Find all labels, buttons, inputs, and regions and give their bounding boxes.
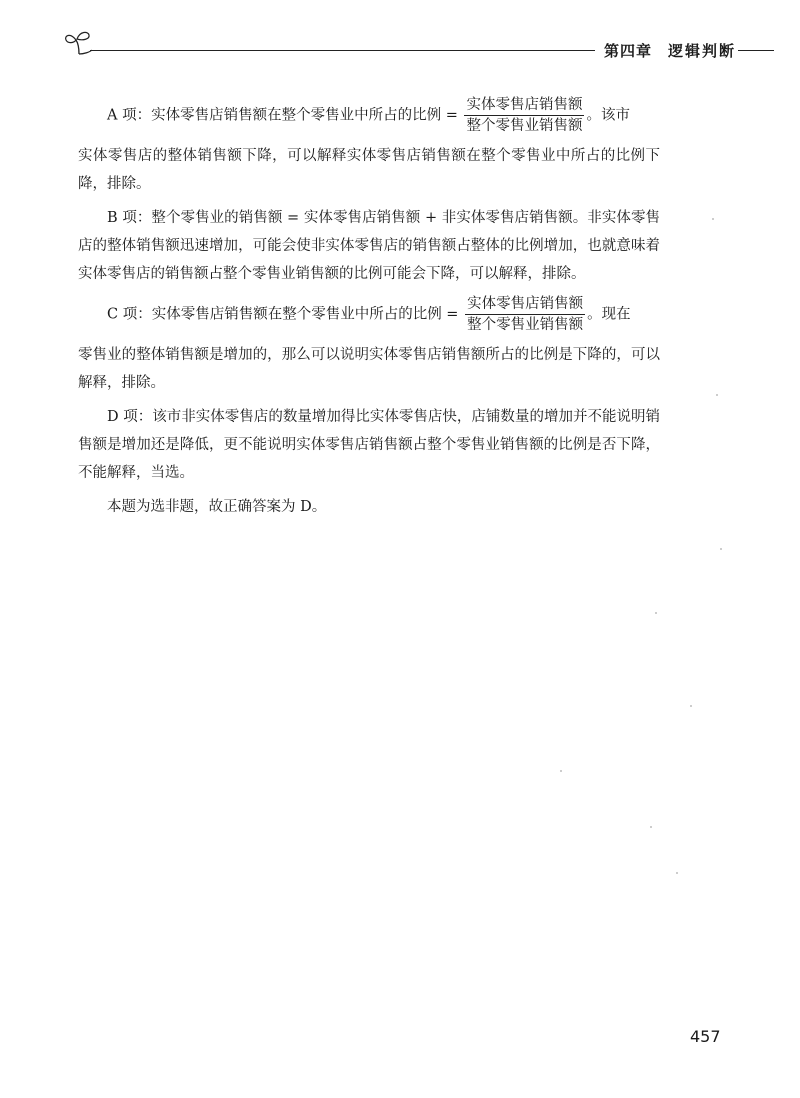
- scan-speck: [690, 705, 692, 707]
- scan-speck: [676, 872, 678, 874]
- scan-speck: [720, 548, 722, 550]
- section-title: 逻辑判断: [668, 42, 737, 60]
- option-a-numerator: 实体零售店销售额: [464, 95, 584, 116]
- option-a-suffix: 。该市: [586, 107, 630, 124]
- scan-speck: [716, 394, 718, 396]
- option-a-denominator: 整个零售业销售额: [466, 118, 583, 134]
- page-number: 457: [690, 1027, 721, 1046]
- sprout-logo-icon: [62, 28, 96, 56]
- header-rule-right: [738, 50, 774, 51]
- option-c-fraction: [465, 294, 585, 335]
- option-c-rest: 零售业的整体销售额是增加的，那么可以说明实体零售店销售额所占的比例是下降的，可以解释，排除。: [78, 347, 660, 391]
- option-c-suffix: 。现在: [587, 306, 631, 323]
- option-c-prefix: C 项：实体零售店销售额在整个零售业中所占的比例 =: [107, 306, 464, 323]
- header-rule-left: [90, 50, 595, 51]
- scan-speck: [650, 826, 652, 828]
- scan-speck: [712, 218, 714, 220]
- chapter-title: 第四章: [604, 42, 653, 60]
- option-c-denominator: 整个零售业销售额: [467, 317, 584, 333]
- scan-speck: [560, 770, 562, 772]
- option-c-paragraph: [78, 294, 660, 335]
- option-a-rest: 实体零售店的整体销售额下降，可以解释实体零售店销售额在整个零售业中所占的比例下降，排除。: [78, 148, 660, 192]
- conclusion-paragraph: 本题为选非题，故正确答案为 D。: [107, 499, 327, 515]
- option-a-paragraph: [78, 95, 660, 136]
- option-d-paragraph: D 项：该市非实体零售店的数量增加得比实体零售店快，店铺数量的增加并不能说明销售额是增加还是降低，更不能说明实体零售店销售额占整个零售业销售额的比例是否下降，不能解释，当选。: [78, 409, 660, 481]
- option-c-numerator: 实体零售店销售额: [465, 294, 585, 315]
- answer-explanation: [78, 95, 660, 521]
- option-a-prefix: A 项：实体零售店销售额在整个零售业中所占的比例 =: [107, 107, 463, 124]
- option-a-fraction: [464, 95, 584, 136]
- scan-speck: [655, 612, 657, 614]
- option-b-paragraph: B 项：整个零售业的销售额 = 实体零售店销售额 + 非实体零售店销售额。非实体零售店的整体销售额迅速增加，可能会使非实体零售店的销售额占整体的比例增加，也就意味着实体零售店的销售额占整个零售业销售额的比例可能会下降，可以解释，排除。: [78, 210, 660, 282]
